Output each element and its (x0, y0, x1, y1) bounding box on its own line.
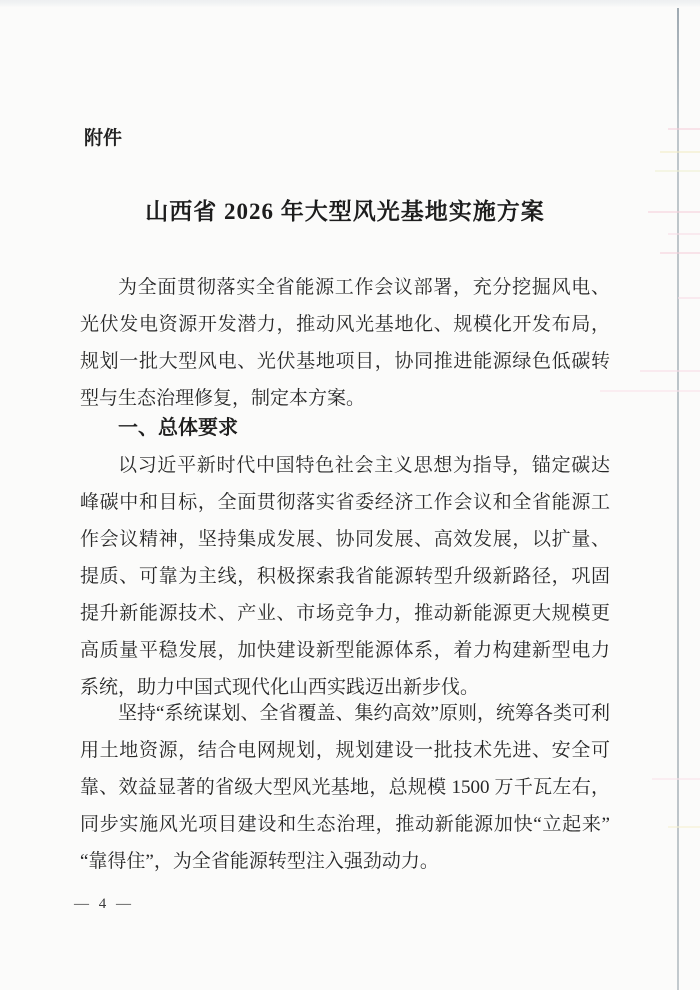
section-heading-overall-requirements: 一、总体要求 (118, 417, 238, 439)
scan-artifact-stripe (640, 370, 700, 372)
scan-artifact-stripe (668, 233, 700, 235)
paragraph-planning-principles: 坚持“系统谋划、全省覆盖、集约高效”原则，统筹各类可利用土地资源，结合电网规划，规划建设一批技术先进、安全可靠、效益显著的省级大型风光基地，总规模 1500 万千瓦左右，同步实施风光项目建设和生态治理，推动新能源加快“立起来”“靠得住”，为全省能源转型注入强劲动力。 (80, 703, 610, 872)
scan-artifact-stripe (600, 390, 700, 392)
scan-artifact-stripe (660, 151, 700, 153)
document-title: 山西省 2026 年大型风光基地实施方案 (145, 199, 545, 224)
scan-artifact-stripe (648, 211, 700, 213)
scan-artifact-stripe (660, 252, 700, 254)
scan-artifact-stripe (678, 297, 700, 299)
scan-artifact-stripe (668, 826, 700, 828)
page-edge-line (677, 8, 679, 990)
scan-artifact-stripe (668, 128, 700, 130)
scan-artifact-stripe (652, 778, 700, 780)
paragraph-intro: 为全面贯彻落实全省能源工作会议部署，充分挖掘风电、光伏发电资源开发潜力，推动风光基地化、规模化开发布局，规划一批大型风电、光伏基地项目，协同推进能源绿色低碳转型与生态治理修复，制定本方案。 (80, 277, 610, 409)
paragraph-guiding-ideology: 以习近平新时代中国特色社会主义思想为指导，锚定碳达峰碳中和目标，全面贯彻落实省委经济工作会议和全省能源工作会议精神，坚持集成发展、协同发展、高效发展，以扩量、提质、可靠为主线，积极探索我省能源转型升级新路径，巩固提升新能源技术、产业、市场竞争力，推动新能源更大规模更高质量平稳发展，加快建设新型能源体系，着力构建新型电力系统，助力中国式现代化山西实践迈出新步伐。 (80, 455, 610, 698)
scan-top-shadow (0, 0, 700, 7)
attachment-label: 附件 (84, 128, 123, 149)
page-number: — 4 — (74, 896, 134, 912)
